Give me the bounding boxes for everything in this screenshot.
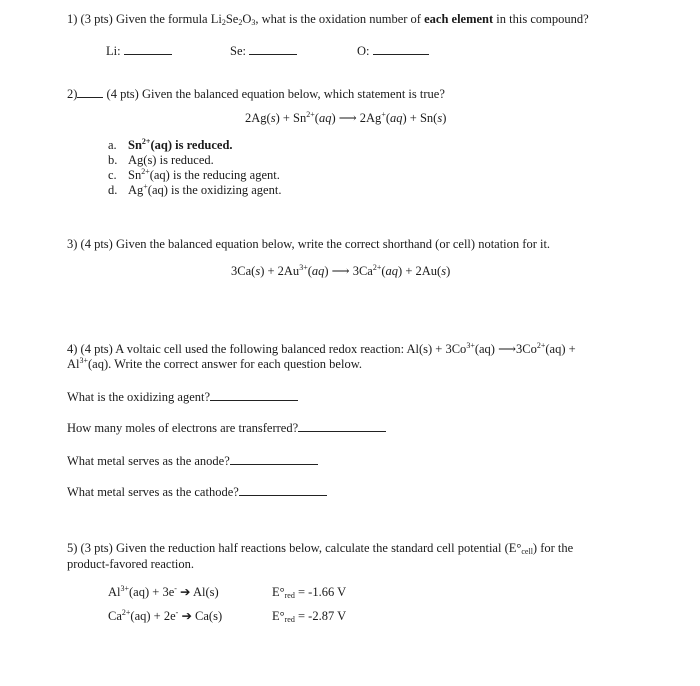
q4-prompt-line2: $Al^{3+}(aq)$. Write the correct answer for each question below. [67,356,363,371]
q5-half-reaction-al: $Al^{3+}(aq) + 3e^-$ ➔ Al(s) [108,584,219,599]
q2-answer-blank[interactable] [77,86,103,98]
q3-prompt: 3) (4 pts) Given the balanced equation below, write the correct shorthand (or cell) notation for it. [67,237,551,251]
q5-prompt-line2: product-favored reaction. [67,557,195,571]
q4-prompt-line1: 4) (4 pts) A voltaic cell used the following balanced redox reaction: $Al(s) + 3Co^{3+}(aq)$ $⟶3Co^{2+}(aq)$ + [67,341,576,356]
q2-option-c[interactable]: c. $Sn^{2+}(aq)$ is the reducing agent. [108,167,280,182]
q2-equation: $2Ag(s) + Sn^{2+}(aq)$ ⟶ 2Ag+(aq) + Sn(s) [245,110,447,125]
q2-option-a[interactable]: a. $Sn^{2+}(aq)$ is reduced. [108,137,233,152]
q5-half-reaction-ca: $Ca^{2+}(aq) + 2e^-$ ➔ Ca(s) [108,608,223,623]
q1-o-answer[interactable]: O: [357,43,429,59]
q1-prompt: 1) (3 pts) Given the formula $Li_2Se_2O_3$, what is the oxidation number of each element in this compound? [67,12,589,27]
q4-anode[interactable]: What metal serves as the anode? [67,453,318,469]
q4-cathode[interactable]: What metal serves as the cathode? [67,484,327,500]
q5-prompt-line1: 5) (3 pts) Given the reduction half reactions below, calculate the standard cell potential $(E^\circ_{cell})$ for the [67,541,574,556]
q2-option-b[interactable]: b. Ag(s) is reduced. [108,153,214,167]
q5-potential-ca: $E^\circ_{red} = -2.87$ V [272,609,347,624]
q2-prompt: 2) (4 pts) Given the balanced equation below, which statement is true? [67,87,445,101]
q4-oxidizing-agent[interactable]: What is the oxidizing agent? [67,389,298,405]
q1-se-answer[interactable]: Se: [230,43,297,59]
q2-option-d[interactable]: d. Ag+(aq) is the oxidizing agent. [108,182,282,197]
q4-moles-electrons[interactable]: How many moles of electrons are transferred? [67,420,386,436]
q1-li-answer[interactable]: Li: [106,43,172,59]
q3-equation: $3Ca(s) + 2Au^{3+}(aq)$ ⟶ $3Ca^{2+}(aq) + 2Au(s)$ [231,263,451,278]
q5-potential-al: $E^\circ_{red} = -1.66$ V [272,585,347,600]
